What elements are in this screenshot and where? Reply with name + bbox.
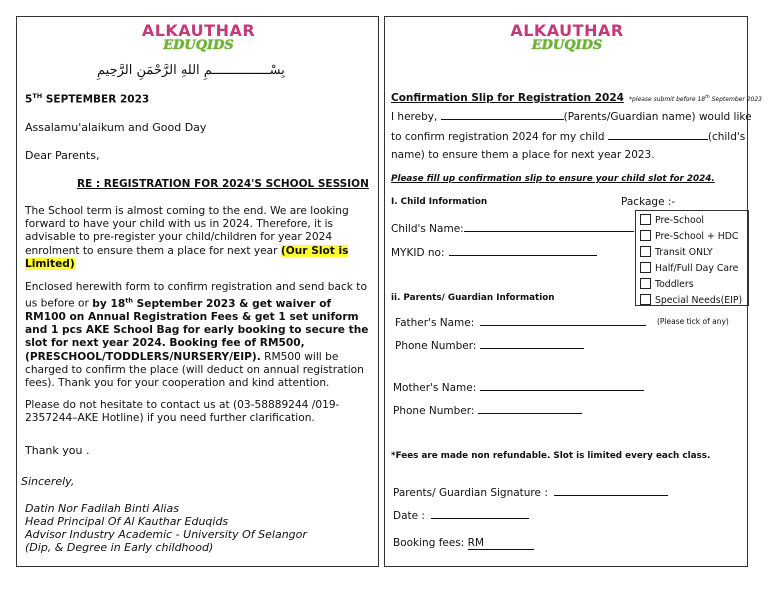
- slip-note-sup: th: [705, 95, 710, 100]
- checkbox-icon[interactable]: [640, 262, 651, 273]
- child-name-label: Child's Name:: [391, 223, 464, 235]
- date-sup: TH: [32, 92, 43, 100]
- school-logo: [17, 23, 380, 52]
- checkbox-icon[interactable]: [640, 294, 651, 305]
- slip-note-text: *please submit before 18: [629, 96, 706, 103]
- section-parent-info: ii. Parents/ Guardian Information: [391, 293, 555, 303]
- signature-advisor: Advisor Industry Academic - University Of Selangor: [25, 528, 307, 541]
- father-name-label: Father's Name:: [395, 317, 475, 329]
- tick-note: (Please tick of any): [657, 317, 729, 326]
- package-title: Package :-: [621, 196, 676, 208]
- checkbox-icon[interactable]: [640, 230, 651, 241]
- p2-b2: September 2023 & get waiver of RM100 on Annual Registration Fees & get 1 set uniform and 1 pcs AKE School Bag for early booking to secure the slot for next year 2024. Booking fee of RM500, (PRESCHOOL/TODDLERS/NURSERY/EIP).: [25, 297, 369, 363]
- sincerely: Sincerely,: [21, 475, 75, 488]
- p1-text: The School term is almost coming to the end. We are looking forward to have your child with us in 2024. Therefore, it is advisable to pre-register your child/children for year 2024 enrolment to ensure them a place for next year: [25, 205, 349, 257]
- booking-label: Booking fees:: [393, 537, 468, 549]
- father-phone-label: Phone Number:: [395, 340, 477, 352]
- father-name-field[interactable]: [480, 316, 646, 326]
- mykid-row: [391, 246, 597, 259]
- paragraph-1: [25, 205, 370, 271]
- hereby-text-2: (Parents/Guardian name) would like: [563, 111, 752, 123]
- father-name-row: [395, 316, 646, 329]
- hereby-line-1: [391, 110, 752, 123]
- logo-line1: ALKAUTHAR: [141, 21, 256, 40]
- booking-fee-field[interactable]: [468, 537, 534, 550]
- package-label: Transit ONLY: [655, 247, 713, 258]
- p2-c: RM500 will be charged to confirm the place (will deduct on annual registration fees). Thank you for your cooperation and kind attention.: [25, 350, 364, 389]
- letter-subject: RE : REGISTRATION FOR 2024'S SCHOOL SESSION: [77, 178, 369, 190]
- hereby-line-2: [391, 130, 745, 143]
- hereby-text-1: I hereby,: [391, 111, 441, 123]
- mykid-field[interactable]: [449, 246, 597, 256]
- child-name-row: [391, 222, 634, 235]
- date-label: Date :: [393, 510, 425, 522]
- checkbox-icon[interactable]: [640, 214, 651, 225]
- confirmation-slip-panel: [384, 16, 762, 567]
- checkbox-icon[interactable]: [640, 246, 651, 257]
- greeting: Assalamu'alaikum and Good Day: [25, 121, 207, 134]
- package-toddlers[interactable]: [640, 278, 694, 290]
- package-preschool-hdc[interactable]: [640, 230, 738, 242]
- logo-line2-slip: EDUQIDS: [531, 38, 603, 53]
- paragraph-2: [25, 281, 370, 390]
- package-label: Pre-School: [655, 215, 704, 226]
- signature-name: Datin Nor Fadilah Binti Alias: [25, 502, 179, 515]
- signature-row: [393, 486, 668, 499]
- mother-name-field[interactable]: [480, 381, 644, 391]
- mother-phone-label: Phone Number:: [393, 405, 475, 417]
- basmala: بِسْـــــــــــــــمِ اللهِ الرَّحْمَنِ الرَّحِيمِ: [97, 63, 285, 78]
- hereby-text-3: to confirm registration 2024 for my child: [391, 131, 608, 143]
- signature-title: Head Principal Of Al Kauthar Eduqids: [25, 515, 229, 528]
- package-special-needs[interactable]: [640, 294, 742, 306]
- slip-note-end: September 2023: [709, 96, 762, 103]
- slip-deadline-note: [629, 96, 762, 103]
- checkbox-icon[interactable]: [640, 278, 651, 289]
- package-label: Toddlers: [655, 279, 694, 290]
- booking-row: [393, 537, 534, 550]
- section-child-info: I. Child Information: [391, 197, 488, 207]
- package-label: Pre-School + HDC: [655, 231, 739, 242]
- logo-line1-slip: ALKAUTHAR: [510, 21, 624, 40]
- package-preschool[interactable]: [640, 214, 704, 226]
- signature-field[interactable]: [554, 486, 668, 496]
- child-name-field[interactable]: [464, 222, 634, 232]
- package-transit[interactable]: [640, 246, 713, 258]
- date-rest: SEPTEMBER 2023: [42, 93, 150, 106]
- date-row: [393, 509, 529, 522]
- mother-phone-row: [393, 404, 582, 417]
- booking-rm: RM: [467, 537, 485, 549]
- father-phone-field[interactable]: [480, 339, 584, 349]
- slip-title-row: [391, 86, 762, 105]
- salutation: Dear Parents,: [25, 149, 100, 162]
- mother-phone-field[interactable]: [478, 404, 582, 414]
- signature-label: Parents/ Guardian Signature :: [393, 487, 548, 499]
- slip-title: Confirmation Slip for Registration 2024: [391, 92, 624, 104]
- package-label: Half/Full Day Care: [655, 263, 739, 274]
- logo-line2: EDUQIDS: [163, 38, 234, 53]
- p2-a: Enclosed herewith form to confirm registration and send back to us before or: [25, 281, 367, 310]
- paragraph-3: Please do not hesitate to contact us at (03-58889244 /019-2357244–AKE Hotline) if you need further clarification.: [25, 399, 340, 425]
- father-phone-row: [395, 339, 584, 352]
- fees-note: *Fees are made non refundable. Slot is limited every each class.: [391, 451, 711, 461]
- parent-name-blank[interactable]: [441, 110, 564, 120]
- fill-up-note: Please fill up confirmation slip to ensure your child slot for 2024.: [391, 174, 715, 184]
- package-label: Special Needs(EIP): [655, 295, 743, 306]
- date-day: 5: [25, 93, 33, 106]
- signature-qualification: (Dip, & Degree in Early childhood): [25, 541, 214, 554]
- mother-name-label: Mother's Name:: [393, 382, 477, 394]
- mykid-label: MYKID no:: [391, 247, 445, 259]
- letter-date: [25, 92, 149, 106]
- letter-panel: [16, 16, 379, 567]
- package-day-care[interactable]: [640, 262, 738, 274]
- p2-sup: th: [125, 296, 133, 305]
- p1-highlight: (Our Slot is Limited): [25, 244, 349, 270]
- p2-b1: by 18: [92, 297, 126, 310]
- package-options: [635, 210, 749, 306]
- school-logo-slip: [385, 23, 749, 52]
- mother-name-row: [393, 381, 644, 394]
- date-field[interactable]: [431, 509, 529, 519]
- hereby-text-4: (child's: [707, 131, 746, 143]
- thank-you: Thank you .: [25, 444, 90, 457]
- hereby-line-3: name) to ensure them a place for next year 2023.: [391, 149, 655, 161]
- child-name-blank[interactable]: [608, 130, 708, 140]
